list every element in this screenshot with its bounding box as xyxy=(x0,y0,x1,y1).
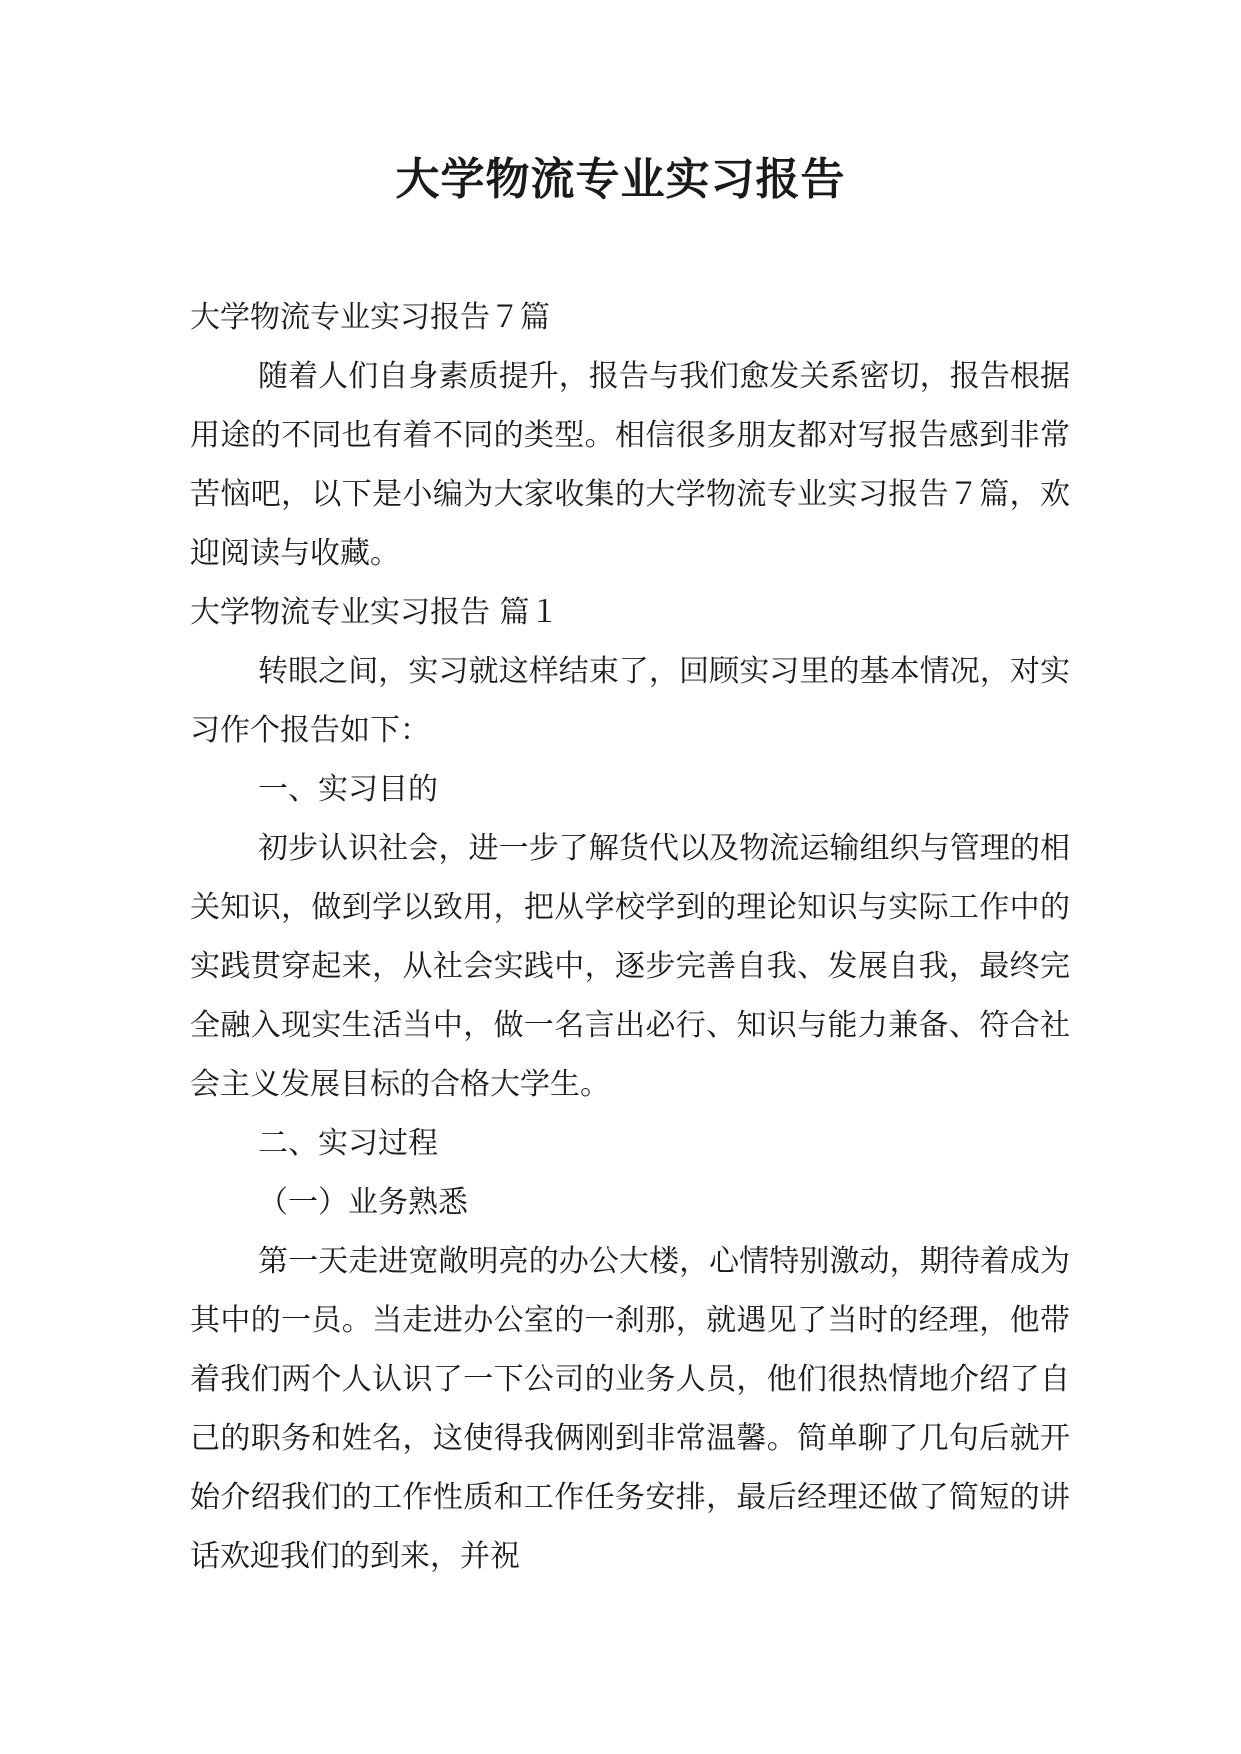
subheading-purpose: 一、实习目的 xyxy=(258,772,438,807)
subtitle-line: 大学物流专业实习报告７篇 xyxy=(190,300,550,335)
section-heading: 大学物流专业实习报告 篇１ xyxy=(190,595,560,630)
body-paragraph: 初步认识社会，进一步了解货代以及物流运输组织与管理的相关知识，做到学以致用，把从学校学到的理论知识与实际工作中的实践贯穿起来，从社会实践中，逐步完善自我、发展自我，最终完全融入现实生活当中，做一名言出必行、知识与能力兼备、符合社会主义发展目标的合格大学生。 xyxy=(190,831,1070,1102)
intro-paragraph: 随着人们自身素质提升，报告与我们愈发关系密切，报告根据用途的不同也有着不同的类型。相信很多朋友都对写报告感到非常苦恼吧，以下是小编为大家收集的大学物流专业实习报告７篇，欢迎阅读与收藏。 xyxy=(190,359,1070,571)
document-title: 大学物流专业实习报告 xyxy=(395,154,846,205)
subheading-process: 二、实习过程 xyxy=(258,1126,438,1161)
body-paragraph: 转眼之间，实习就这样结束了，回顾实习里的基本情况，对实习作个报告如下： xyxy=(190,654,1070,748)
body-paragraph: 第一天走进宽敞明亮的办公大楼，心情特别激动，期待着成为其中的一员。当走进办公室的一刹那，就遇见了当时的经理，他带着我们两个人认识了一下公司的业务人员，他们很热情地介绍了自己的职务和姓名，这使得我俩刚到非常温馨。简单聊了几句后就开始介绍我们的工作性质和工作任务安排，最后经理还做了简短的讲话欢迎我们的到来，并祝 xyxy=(190,1244,1070,1574)
subheading-business: （一）业务熟悉 xyxy=(258,1185,468,1220)
document-body xyxy=(190,288,1070,1586)
